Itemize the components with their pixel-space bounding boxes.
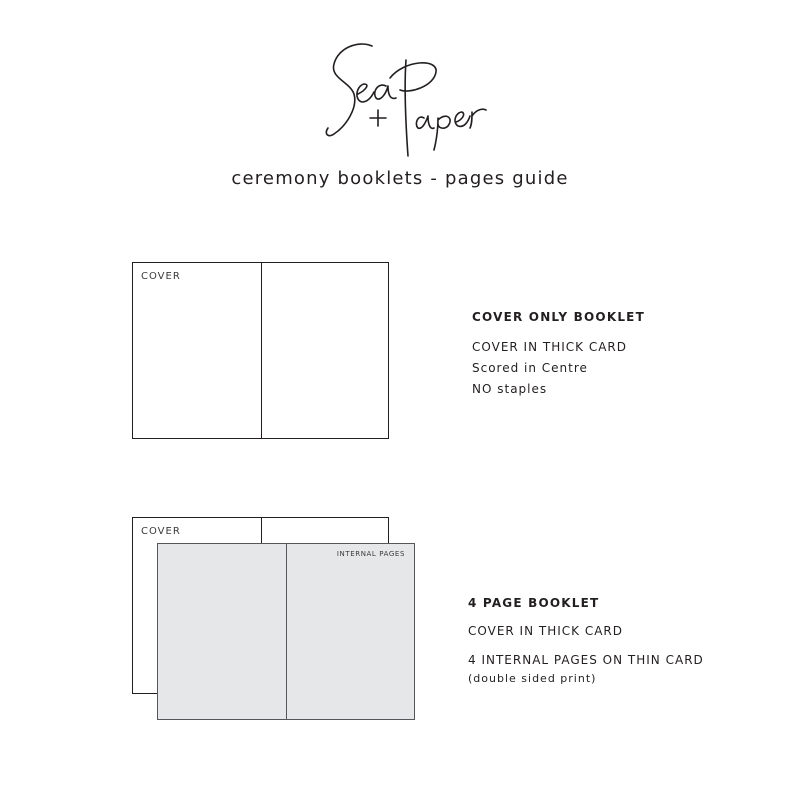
cover-only-info <box>472 310 772 410</box>
cover-only-heading: COVER ONLY BOOKLET <box>472 310 645 324</box>
cover-only-line-3: NO staples <box>472 382 548 396</box>
cover-label: COVER <box>141 271 181 282</box>
internal-pages-label: INTERNAL PAGES <box>336 550 405 558</box>
cover-only-booklet-diagram <box>132 262 389 439</box>
cover-label: COVER <box>141 526 181 537</box>
cover-only-line-1: COVER IN THICK CARD <box>472 340 628 354</box>
four-page-line-1: COVER IN THICK CARD <box>468 624 624 638</box>
four-page-info <box>468 596 788 696</box>
cover-only-line-2: Scored in Centre <box>472 361 588 375</box>
page-title: ceremony booklets - pages guide <box>231 168 569 189</box>
four-page-heading: 4 PAGE BOOKLET <box>468 596 600 610</box>
sea-paper-logo <box>320 38 490 163</box>
four-page-internal-sheet <box>157 543 415 720</box>
four-page-line-2: 4 INTERNAL PAGES ON THIN CARD <box>468 653 704 667</box>
four-page-line-3: (double sided print) <box>468 672 597 685</box>
center-fold-line <box>286 544 287 719</box>
center-fold-line <box>261 263 262 438</box>
